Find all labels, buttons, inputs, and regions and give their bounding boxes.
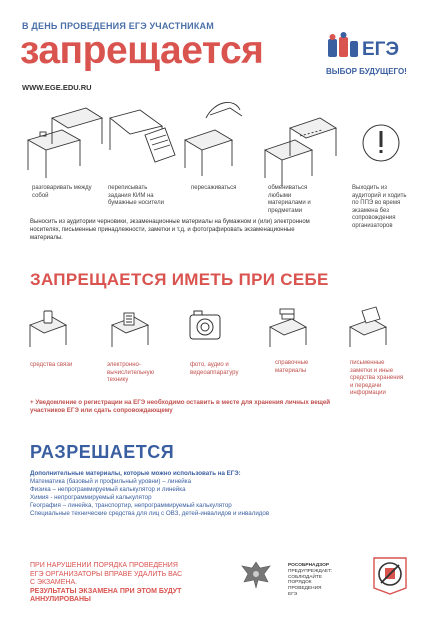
rosob-lead: РОСОБРНАДЗОР — [288, 563, 330, 568]
desk-swap-icon — [185, 102, 242, 176]
camera-icon — [190, 311, 220, 339]
caption-communication: средства связи — [30, 362, 73, 368]
phone-icon — [30, 311, 66, 347]
allowed-line: Химия - непрограммируемый калькулятор — [30, 494, 152, 501]
caption-leave-room: Выходить из аудиторий и ходить по ППЭ во время экзамена без сопровождения организаторов — [352, 185, 407, 229]
desk-exchange-icon — [265, 118, 336, 186]
caption-reference: справочные материалы — [275, 360, 309, 374]
warning-line: С ЭКЗАМЕНА. — [30, 579, 78, 586]
forbidden-items-illustrations — [0, 305, 440, 355]
allowed-line: География – линейка, транспортир, непрограммируемый калькулятор — [30, 502, 232, 509]
notes-icon — [350, 307, 386, 347]
rosob-line: ЕГЭ — [288, 591, 298, 597]
prohibited-sign-icon — [368, 556, 412, 596]
warning-line: ЕГЭ ОРГАНИЗАТОРЫ ВПРАВЕ УДАЛИТЬ ВАС — [30, 570, 183, 578]
two-desks-icon — [28, 108, 102, 178]
site-url: WWW.EGE.EDU.RU — [22, 83, 92, 92]
violation-warning — [30, 562, 200, 605]
caption-notes: письменные заметки и иные средства хранения и передачи информации — [350, 360, 404, 396]
caption-change-seats: пересаживаться — [191, 185, 237, 191]
allowed-heading: Дополнительные материалы, которые можно использовать на ЕГЭ: — [30, 470, 241, 477]
rosobrnadzor-text — [288, 563, 348, 598]
allowed-title: РАЗРЕШАЕТСЯ — [30, 442, 175, 462]
caption-copy-tasks: переписывать задания КИМ на бумажные носители — [108, 185, 165, 206]
logo-mark: ЕГЭ — [362, 39, 399, 60]
forbidden-actions-illustrations — [0, 100, 440, 190]
allowed-line: Физика – непрограммируемый калькулятор и линейка — [30, 486, 186, 493]
forbidden-paragraph: Выносить из аудитории черновики, экзаменационные материалы на бумажном и (или) электронном носителях, письменные принадлежности, заметки и т.д, и фотографировать экзаменационные материалы. — [30, 219, 310, 241]
paper-copy-icon — [110, 110, 175, 162]
warning-bold-line: РЕЗУЛЬТАТЫ ЭКЗАМЕНА ПРИ ЭТОМ БУДУТ — [30, 587, 182, 595]
eagle-emblem-icon — [238, 558, 274, 592]
registration-notice: + Уведомление о регистрации на ЕГЭ необходимо оставить в месте для хранения личных вещей участников ЕГЭ или сдать сопровождающему — [30, 399, 331, 414]
allowed-line: Специальные технические средства для лиц с ОВЗ, детей-инвалидов и инвалидов — [30, 510, 270, 517]
rosob-line: СОБЛЮДАЙТЕ — [288, 574, 323, 580]
books-icon — [270, 309, 306, 347]
exclamation-icon — [363, 125, 399, 161]
page-title: запрещается — [20, 29, 264, 72]
rosob-line: ПОРЯДОК — [288, 580, 312, 586]
caption-photo-audio: фото, аудио и видеоаппаратуру — [190, 362, 239, 376]
forbidden-items-title: ЗАПРЕЩАЕТСЯ ИМЕТЬ ПРИ СЕБЕ — [30, 270, 329, 289]
warning-line: ПРИ НАРУШЕНИИ ПОРЯДКА ПРОВЕДЕНИЯ — [30, 562, 178, 569]
allowed-line: Математика (базовый и профильный уровни) – линейка — [30, 478, 192, 485]
calculator-icon — [112, 313, 148, 347]
header-top-line: В ДЕНЬ ПРОВЕДЕНИЯ ЕГЭ УЧАСТНИКАМ — [22, 21, 214, 31]
allowed-list — [30, 470, 350, 518]
caption-exchange: обмениваться любыми материалами и предметами — [268, 185, 311, 214]
caption-talking: разговаривать между собой — [32, 185, 92, 199]
rosob-line: ПРЕДУПРЕЖДАЕТ: — [288, 568, 333, 574]
logo-figures-icon — [328, 32, 358, 57]
logo-tagline: ВЫБОР БУДУЩЕГО! — [326, 67, 407, 76]
rosob-line: ПРОВЕДЕНИЯ — [288, 586, 322, 592]
caption-computing: электронно-вычислительную технику — [107, 362, 155, 383]
warning-bold-line: АННУЛИРОВАНЫ — [30, 596, 91, 603]
